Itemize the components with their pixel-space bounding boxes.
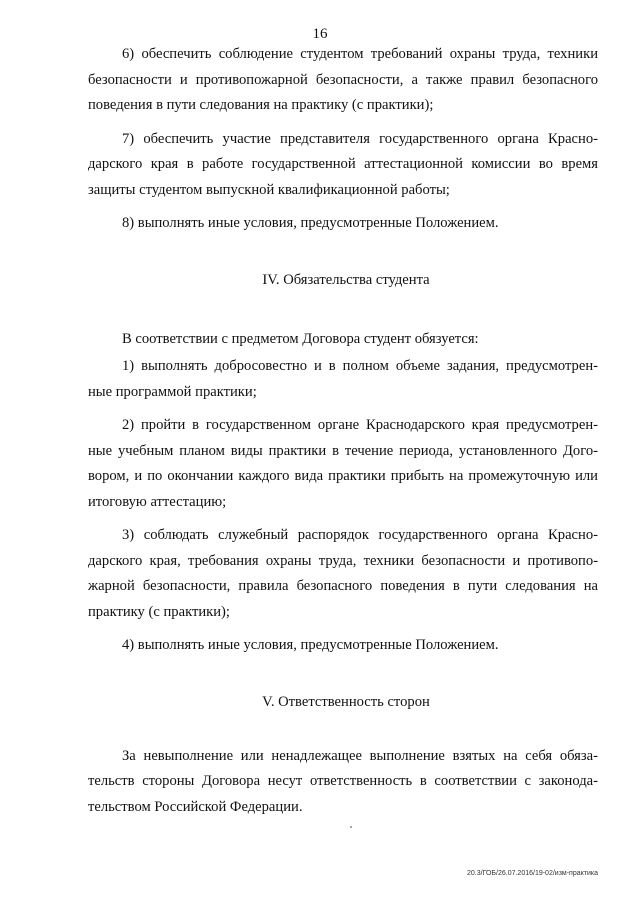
text-line: 3) соблюдать служебный распорядок государственного органа Красно- <box>122 527 598 543</box>
text-line: вором, и по окончании каждого вида практики прибыть на промежуточную или <box>88 468 598 484</box>
section4-item-4 <box>88 633 598 659</box>
text-line: 6) обеспечить соблюдение студентом требований охраны труда, техники <box>122 46 598 62</box>
text-line: 4) выполнять иные условия, предусмотренные Положением. <box>122 637 499 653</box>
text-line: дарского края в работе государственной аттестационной комиссии во время <box>88 156 598 172</box>
text-line: В соответствии с предметом Договора студент обязуется: <box>122 330 479 347</box>
section3-item-6 <box>88 42 598 119</box>
section5-paragraph <box>88 744 598 821</box>
text-line: дарского края, требования охраны труда, техники безопасности и противопо- <box>88 552 598 569</box>
text-line: поведения в пути следования на практику (с практики); <box>88 97 434 113</box>
section3-item-7 <box>88 127 598 204</box>
scan-speck <box>350 826 352 828</box>
text-line: жарной безопасности, правила безопасного поведения в пути следования на <box>88 578 598 594</box>
text-line: тельством Российской Федерации. <box>88 798 303 815</box>
section5-heading: V. Ответственность сторон <box>262 693 430 710</box>
section3-item-8 <box>88 211 598 237</box>
section4-item-3 <box>88 523 598 625</box>
text-line: ные программой практики; <box>88 383 257 400</box>
page-number: 16 <box>312 26 328 42</box>
section4-intro <box>88 327 598 353</box>
text-line: защиты студентом выпускной квалификационной работы; <box>88 181 450 198</box>
text-line: 8) выполнять иные условия, предусмотренные Положением. <box>122 215 499 231</box>
section4-heading: IV. Обязательства студента <box>262 271 430 288</box>
text-line: практику (с практики); <box>88 603 230 620</box>
text-line: ные учебным планом виды практики в течение периода, установленного Дого- <box>88 442 598 459</box>
document-body <box>88 42 598 820</box>
text-line: 7) обеспечить участие представителя государственного органа Красно- <box>122 130 598 147</box>
section4-item-2 <box>88 413 598 515</box>
text-line: тельств стороны Договора несут ответственность в соответствии с законода- <box>88 773 598 789</box>
text-line: безопасности и противопожарной безопасности, а также правил безопасного <box>88 71 598 88</box>
text-line: За невыполнение или ненадлежащее выполнение взятых на себя обяза- <box>122 747 598 764</box>
footer-document-code: 20.3/ГОБ/26.07.2016/19-02/изм-практика <box>467 870 598 877</box>
text-line: итоговую аттестацию; <box>88 493 227 510</box>
text-line: 2) пройти в государственном органе Краснодарского края предусмотрен- <box>122 417 598 433</box>
text-line: 1) выполнять добросовестно и в полном объеме задания, предусмотрен- <box>122 358 598 374</box>
section4-item-1 <box>88 354 598 405</box>
